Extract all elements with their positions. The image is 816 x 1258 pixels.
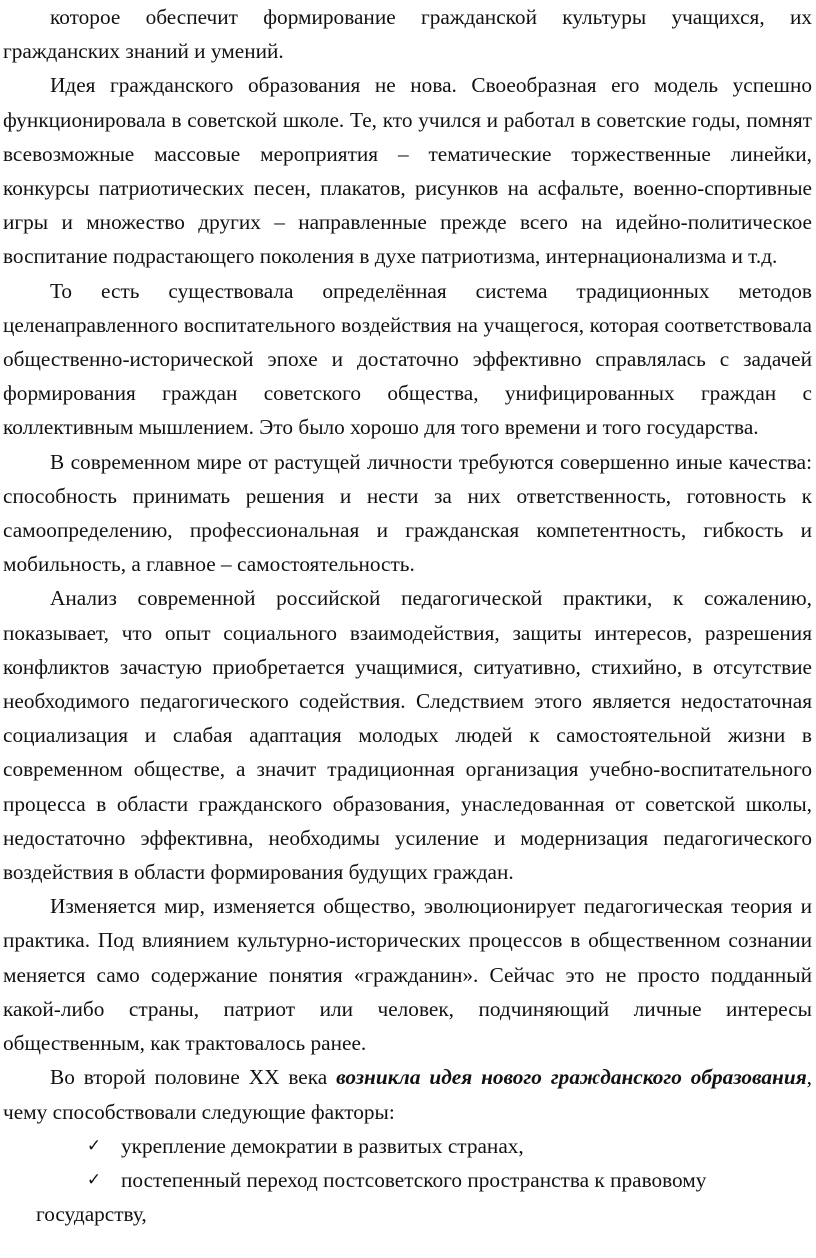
list-item-text: постепенный переход постсоветского пространства к правовому — [121, 1167, 707, 1192]
emphasized-phrase: возникла идея нового гражданского образования — [336, 1065, 807, 1090]
paragraph-new-civic-education — [3, 1060, 812, 1128]
paragraph-tail-text: , чему способствовали следующие факторы: — [3, 1065, 812, 1124]
checkmark-icon: ✓ — [86, 1169, 102, 1190]
factor-list — [3, 1129, 812, 1232]
paragraph-lead-text: Во второй половине XX века — [50, 1065, 337, 1090]
list-item — [3, 1129, 812, 1163]
list-item — [3, 1163, 812, 1231]
checkmark-icon: ✓ — [86, 1135, 102, 1156]
paragraph-modern-qualities: В современном мире от растущей личности требуются совершенно иные качества: способность принимать решения и нести за них ответственность, готовность к самоопределению, профессиональная и гражданская компетентность, гибкость и мобильность, а главное – самостоятельность. — [3, 449, 812, 577]
paragraph-civic-education-idea: Идея гражданского образования не нова. Своеобразная его модель успешно функционировала в советской школе. Те, кто учился и работал в советские годы, помнят всевозможные массовые мероприятия – тематические торжественные линейки, конкурсы патриотических песен, плакатов, рисунков на асфальте, военно-спортивные игры и множество других – направленные прежде всего на идейно-политическое воспитание подрастающего поколения в духе патриотизма, интернационализма и т.д. — [3, 73, 812, 269]
paragraph-changing-world: Изменяется мир, изменяется общество, эволюционирует педагогическая теория и практика. Под влиянием культурно-исторических процессов в общественном сознании меняется само содержание понятия «гражданин». Сейчас это не просто подданный какой-либо страны, патриот или человек, подчиняющий личные интересы общественным, как трактовалось ранее. — [3, 894, 812, 1056]
paragraph-practice-analysis: Анализ современной российской педагогической практики, к сожалению, показывает, что опыт социального взаимодействия, защиты интересов, разрешения конфликтов зачастую приобретается учащимися, ситуативно, стихийно, в отсутствие необходимого педагогического содействия. Следствием этого является недостаточная социализация и слабая адаптация молодых людей к самостоятельной жизни в современном обществе, а значит традиционная организация учебно-воспитательного процесса в области гражданского образования, унаследованная от советской школы, недостаточно эффективна, необходимы усиление и модернизация педагогического воздействия в области формирования будущих граждан. — [3, 586, 812, 885]
paragraph-traditional-methods: То есть существовала определённая система традиционных методов целенаправленного воспитательного воздействия на учащегося, которая соответствовала общественно-исторической эпохе и достаточно эффективно справлялась с задачей формирования граждан советского общества, унифицированных граждан с коллективным мышлением. Это было хорошо для того времени и того государства. — [3, 278, 812, 440]
paragraph-continuation: которое обеспечит формирование гражданской культуры учащихся, их гражданских знаний и умений. — [3, 5, 812, 64]
list-item-text: укрепление демократии в развитых странах, — [121, 1133, 524, 1158]
list-item-continuation: государству, — [36, 1202, 147, 1227]
